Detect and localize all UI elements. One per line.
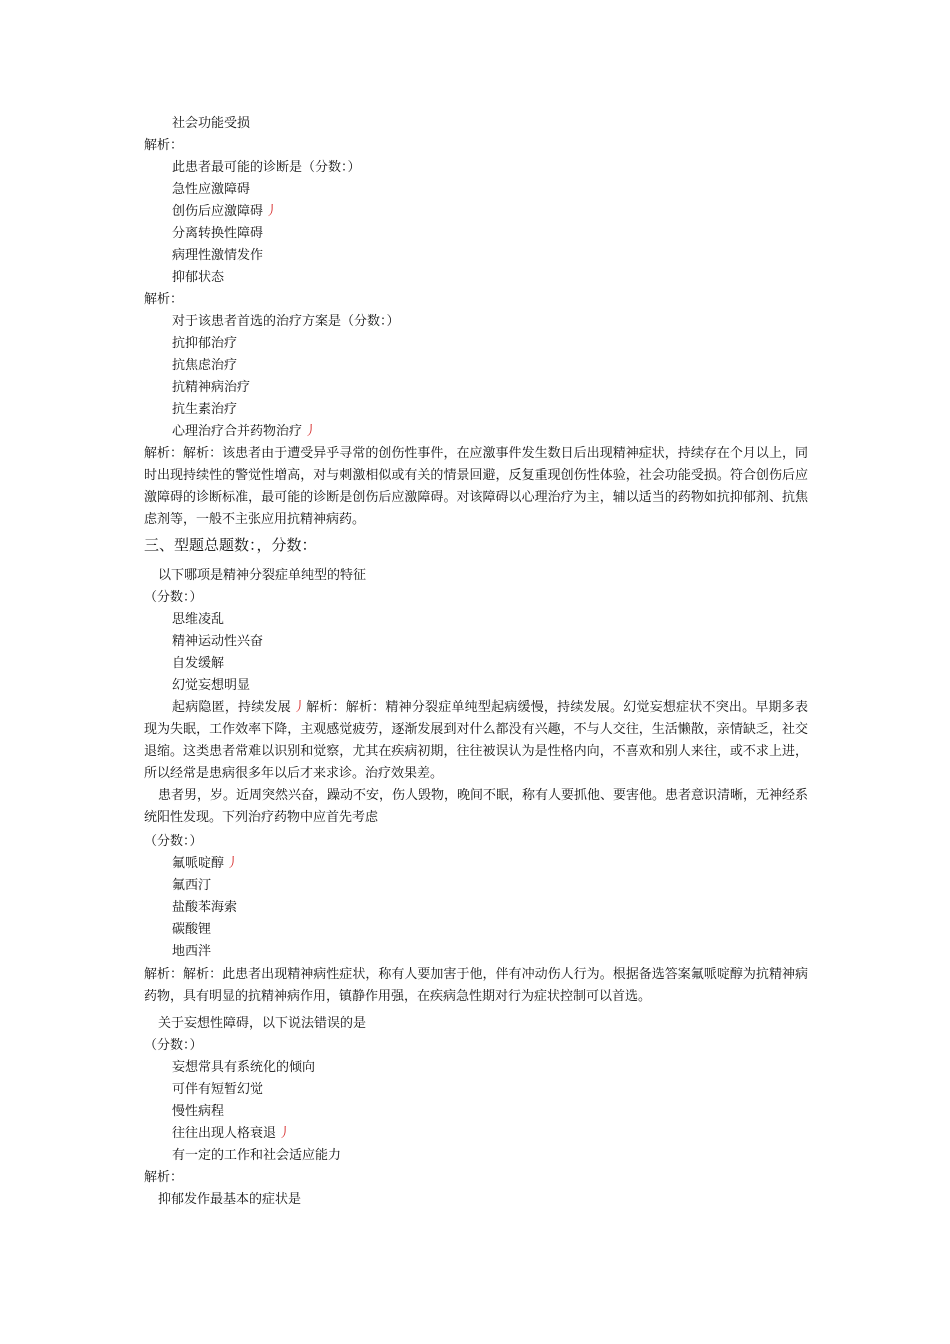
check-mark-icon: 丿: [304, 424, 318, 439]
option-text: 抗精神病治疗: [172, 380, 251, 395]
option-text: 氟哌啶醇 丿: [172, 856, 240, 871]
question-text: 此患者最可能的诊断是（分数：）: [172, 160, 361, 175]
option-text: 盐酸苯海索: [172, 900, 238, 915]
option-text: 妄想常具有系统化的倾向: [172, 1060, 316, 1075]
option-text: 分离转换性障碍: [172, 226, 264, 241]
option-text: 抑郁状态: [172, 270, 225, 285]
option-text: 往往出现人格衰退 丿: [172, 1126, 292, 1141]
option-text: 氟西汀: [172, 878, 212, 893]
option-text: 心理治疗合并药物治疗 丿: [172, 424, 318, 439]
option-text: 抗抑郁治疗: [172, 336, 238, 351]
option-text: 急性应激障碍: [172, 182, 251, 197]
analysis-label: 解析：: [144, 138, 184, 153]
option-text: 碳酸锂: [172, 922, 212, 937]
option-text: 有一定的工作和社会适应能力: [172, 1148, 342, 1163]
question-text: 对于该患者首选的治疗方案是（分数：）: [172, 314, 400, 329]
option-text: 抗焦虑治疗: [172, 358, 238, 373]
option-text: 精神运动性兴奋: [172, 634, 264, 649]
score-label: （分数：）: [144, 1038, 203, 1053]
question-text: 关于妄想性障碍，以下说法错误的是: [158, 1016, 367, 1031]
option-text: 创伤后应激障碍 丿: [172, 204, 279, 219]
option-text: 幻觉妄想明显: [172, 678, 251, 693]
option-text: 抗生素治疗: [172, 402, 238, 417]
check-mark-icon: 丿: [292, 700, 307, 715]
analysis-label: 解析：: [144, 1170, 184, 1185]
question-text: 以下哪项是精神分裂症单纯型的特征: [158, 568, 367, 583]
analysis-paragraph: 解析：解析：此患者出现精神病性症状，称有人要加害于他，伴有冲动伤人行为。根据备选答案氟哌啶醇为抗精神病药物，具有明显的抗精神病作用，镇静作用强，在疾病急性期对行为症状控制可以首选。: [144, 967, 808, 1004]
check-mark-icon: 丿: [226, 856, 240, 871]
analysis-paragraph: 解析：解析：该患者由于遭受异乎寻常的创伤性事件，在应激事件发生数日后出现精神症状，持续存在个月以上，同时出现持续性的警觉性增高，对与刺激相似或有关的情景回避，反复重现创伤性体验，社会功能受损。符合创伤后应激障碍的诊断标准，最可能的诊断是创伤后应激障碍。对该障碍以心理治疗为主，辅以适当的药物如抗抑郁剂、抗焦虑剂等，一般不主张应用抗精神病药。: [144, 446, 808, 527]
option-text: 自发缓解: [172, 656, 225, 671]
option-text: 社会功能受损: [172, 116, 251, 131]
score-label: （分数：）: [144, 590, 203, 605]
option-text: 可伴有短暂幻觉: [172, 1082, 264, 1097]
check-mark-icon: 丿: [278, 1126, 292, 1141]
option-text: 病理性激情发作: [172, 248, 264, 263]
question-text: 抑郁发作最基本的症状是: [158, 1192, 302, 1207]
option-text: 慢性病程: [172, 1104, 225, 1119]
analysis-label: 解析：: [144, 292, 184, 307]
question-text: 患者男，岁。近周突然兴奋，躁动不安，伤人毁物，晚间不眠，称有人要抓他、要害他。患者意识清晰，无神经系统阳性发现。下列治疗药物中应首先考虑: [144, 788, 809, 825]
option-text: 地西泮: [172, 944, 212, 959]
section-heading: 三、型题总题数：，分数：: [144, 536, 317, 554]
check-mark-icon: 丿: [265, 204, 279, 219]
option-text: 思维凌乱: [172, 612, 225, 627]
analysis-paragraph: 起病隐匿，持续发展 丿解析：解析：精神分裂症单纯型起病缓慢，持续发展。幻觉妄想症状不突出。早期多表现为失眠，工作效率下降，主观感觉疲劳，逐渐发展到对什么都没有兴趣，不与人交往，生活懒散，亲情缺乏，社交退缩。这类患者常难以识别和觉察，尤其在疾病初期，往往被误认为是性格内向，不喜欢和别人来往，或不求上进，所以经常是患病很多年以后才来求诊。治疗效果差。: [144, 700, 808, 781]
score-label: （分数：）: [144, 834, 203, 849]
